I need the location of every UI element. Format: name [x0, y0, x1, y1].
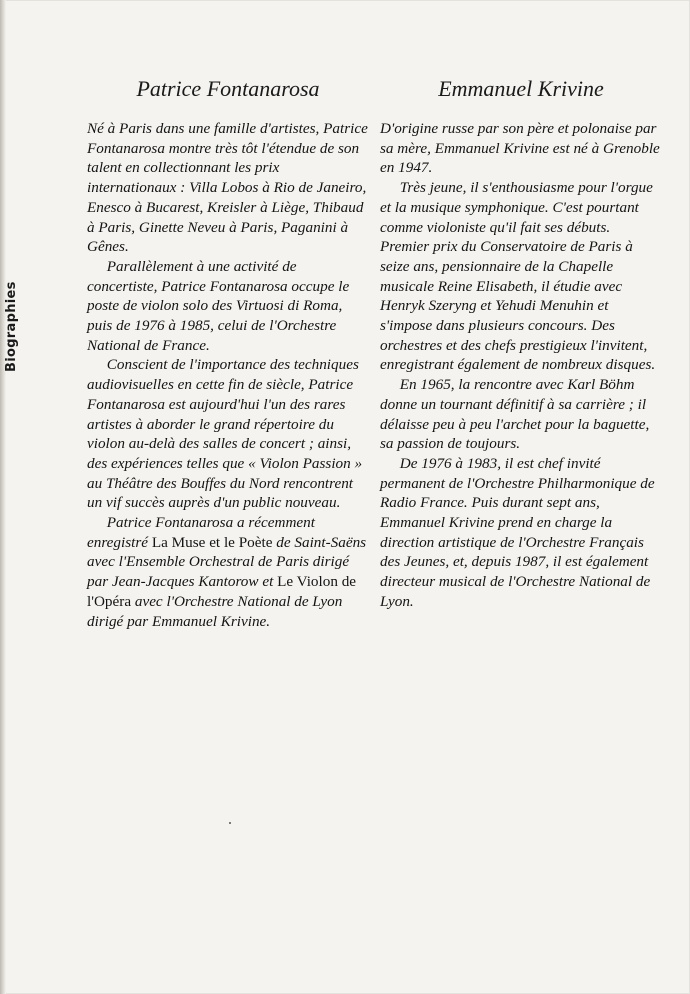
- page-edge-shadow: [0, 0, 6, 994]
- text-span: Patrice Fontanarosa a récemment enregistré: [87, 514, 315, 551]
- paragraph: D'origine russe par son père et polonaise par sa mère, Emmanuel Krivine est né à Grenoble en 1947.: [380, 120, 660, 177]
- text-span: de Saint-Saëns avec l'Ensemble Orchestral de Paris dirigé par Jean-Jacques Kantorow et: [87, 533, 367, 591]
- work-title: Le Violon de l'Opéra: [87, 573, 357, 610]
- paragraph: De 1976 à 1983, il est chef invité permanent de l'Orchestre Philharmonique de Radio France. Puis durant sept ans, Emmanuel Krivine prend en charge la direction artistique de l'Orchestre Français des Jeunes, et, depuis 1987, il est également directeur musical de l'Orchestre National de Lyon.: [380, 454, 655, 610]
- paragraph: En 1965, la rencontre avec Karl Böhm donne un tournant définitif à sa carrière ; il délaisse peu à peu l'archet pour la baguette, sa passion de toujours.: [380, 376, 650, 453]
- paragraph: Conscient de l'importance des techniques audiovisuelles en cette fin de siècle, Patrice Fontanarosa est aujourd'hui l'un des rares artistes à aborder le grand répertoire du violon au-delà des salles de concert ; ainsi, des expériences telles que « Violon Passion » au Théâtre des Bouffes du Nord rencontrent un vif succès auprès d'un public nouveau.: [87, 356, 363, 512]
- biography-title-krivine: Emmanuel Krivine: [438, 76, 604, 101]
- paragraph: Parallèlement à une activité de concertiste, Patrice Fontanarosa occupe le poste de violon solo des Virtuosi di Roma, puis de 1976 à 1985, celui de l'Orchestre National de France.: [87, 257, 350, 354]
- page-speck: [229, 822, 231, 824]
- work-title: La Muse et le Poète: [151, 533, 273, 551]
- paragraph: Né à Paris dans une famille d'artistes, Patrice Fontanarosa montre très tôt l'étendue de son talent en collectionnant les prix internationaux : Villa Lobos à Rio de Janeiro, Enesco à Bucarest, Kreisler à Liège, Thibaud à Paris, Ginette Neveu à Paris, Paganini à Gênes.: [87, 120, 368, 256]
- text-span: avec l'Orchestre National de Lyon dirigé par Emmanuel Krivine.: [87, 592, 343, 630]
- biography-title-fontanarosa: Patrice Fontanarosa: [136, 76, 320, 101]
- biography-text-fontanarosa: [87, 119, 369, 631]
- biography-text-krivine: [380, 119, 662, 612]
- paragraph: Très jeune, il s'enthousiasme pour l'orgue et la musique symphonique. C'est pourtant comme violoniste qu'il fait ses débuts. Premier prix du Conservatoire de Paris à seize ans, pensionnaire de la Chapelle musicale Reine Elisabeth, il étudie avec Henryk Szeryng et Yehudi Menuhin et s'impose dans plusieurs concours. Des orchestres et des chefs prestigieux l'invitent, enregistrant également de nombreux disques.: [380, 179, 656, 374]
- paragraph-recordings: [87, 513, 369, 631]
- section-side-label: Biographies: [4, 281, 19, 372]
